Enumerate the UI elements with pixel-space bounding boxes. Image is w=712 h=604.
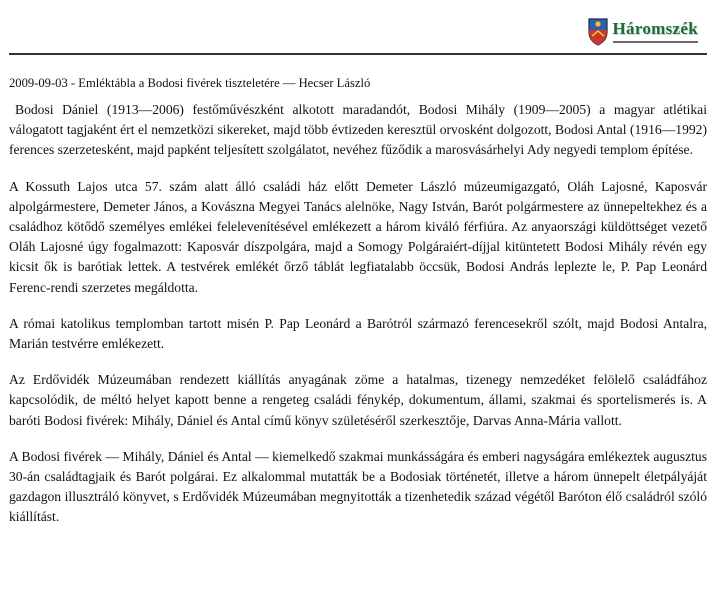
- article-body: [9, 100, 707, 544]
- paragraph: A római katolikus templomban tartott misén P. Pap Leonárd a Barótról származó ferencesekről szólt, majd Bodosi Antalra, Marián testvérre emlékezett.: [9, 315, 707, 352]
- header-divider: [9, 53, 707, 55]
- meta-separator: -: [67, 76, 79, 90]
- coat-of-arms-icon: [587, 16, 609, 46]
- site-header: [0, 0, 712, 60]
- article-meta: [9, 76, 370, 91]
- paragraph: A Bodosi fivérek — Mihály, Dániel és Antal — kiemelkedő szakmai munkásságára és emberi nagyságára emlékeztek augusztus 30-án családtagjaik és Barót polgárai. Ez alkalommal mutatták be a Bodosiak történetét, illetve a három ünnepelt életpályáját gazdagon illusztráló könyvet, s Erdővidék Múzeumában megnyitották a tizenhetedik század végétől Baróton élő családról szóló kiállítást.: [9, 448, 707, 525]
- site-logo[interactable]: [587, 14, 698, 48]
- meta-separator-author: —: [279, 76, 299, 90]
- article-date: 2009-09-03: [9, 76, 68, 90]
- paragraph: Az Erdővidék Múzeumában rendezett kiállítás anyagának zöme a hatalmas, tizenegy nemzedéket felölelő családfához kapcsolódik, de méltó helyet kapott benne a rengeteg családi fénykép, dokumentum, állami, szakmai és sportelismerés is. A baróti Bodosi fivérek: Mihály, Dániel és Antal című könyv születéséről szerkesztője, Darvas Anna-Mária vallott.: [9, 372, 707, 428]
- logo-text: Háromszék: [613, 19, 698, 43]
- paragraph: A Kossuth Lajos utca 57. szám alatt álló családi ház előtt Demeter László múzeumigazgató, Oláh Lajosné, Kaposvár alpolgármestere, Demeter János, a Kovászna Megyei Tanács alelnöke, Nagy István, Barót polgármestere az ünnepeltekhez és a családhoz kötődő személyes emlékei felelevenítésével emlékezett a három kiváló férfiúra. Az anyaországi küldöttséget vezető Oláh Lajosné úgy fogalmazott: Kaposvár díszpolgára, majd a Somogy Polgáraiért-díjjal kitüntetett Bodosi Mihály révén egy kicsit ők is barótiak lettek. A testvérek emlékét őrző táblát legfiatalabb öccsük, Bodosi András leplezte le, P. Pap Leonárd Ferenc-rendi szerzetes megáldotta.: [9, 178, 707, 295]
- article-title: Emléktábla a Bodosi fivérek tiszteletére: [78, 76, 280, 90]
- paragraph: Bodosi Dániel (1913—2006) festőművészként alkotott maradandót, Bodosi Mihály (1909—2005) a magyar atlétikai válogatott tagjaként ért el nemzetközi sikereket, majd több évtizeden keresztül orvosként dolgozott, Bodosi Antal (1916—1992) ferences szerzetesként, majd papként teljesített szolgálatot, nevéhez fűződik a marosvásárhelyi Ady negyedi templom építése.: [9, 102, 707, 158]
- article-author: Hecser László: [298, 76, 371, 90]
